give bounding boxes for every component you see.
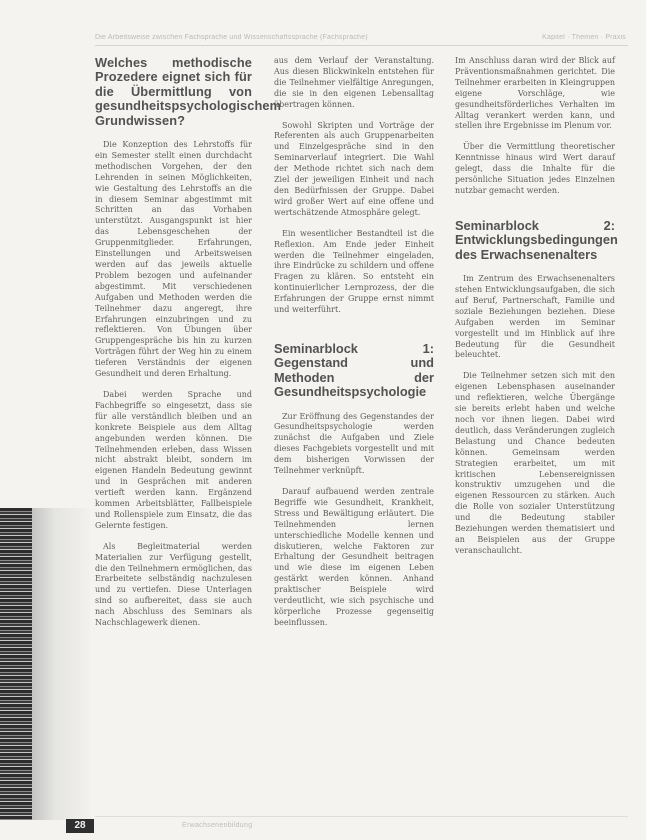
- paragraph: Dabei werden Sprache und Fachbegriffe so eingesetzt, dass sie für alle verständlich bleiben und an konkrete Beispiele aus dem Alltag angebunden werden können. Die Teilnehmenden erleben, dass Wissen nicht abstrakt bleibt, sondern im eigenen Handeln Bedeutung gewinnt und in Gesprächen mit anderen vertieft werden kann. Ergänzend kommen Arbeitsblätter, Fallbeispiele und Rollenspiele zum Einsatz, die das Gelernte festigen.: [95, 389, 252, 530]
- paragraph: Ein wesentlicher Bestandteil ist die Reflexion. Am Ende jeder Einheit werden die Teilnehmer eingeladen, ihre Eindrücke zu schildern und offene Fragen zu klären. So entsteht ein kontinuierlicher Lernprozess, der die Erfahrungen der Gruppe ernst nimmt und weiterführt.: [274, 228, 434, 315]
- footer-text: Erwachsenenbildung: [182, 822, 253, 829]
- seminar-block-2-heading: Seminarblock 2: Entwicklungsbedingungen des Erwachsenenalters: [455, 217, 618, 262]
- paragraph: Im Zentrum des Erwachsenenalters stehen Entwicklungsaufgaben, die sich auf Beruf, Partnerschaft, Familie und soziale Beziehungen beziehen. Diese Aufgaben werden im Seminar vorgestellt und im Hinblick auf ihre Bedeutung für die Gesundheit beleuchtet.: [455, 274, 615, 360]
- question-heading: Welches methodische Prozedere eignet sich für die Übermittlung von gesundheitspsychologischem Grundwissen?: [95, 55, 282, 128]
- left-margin: [0, 0, 94, 840]
- paragraph: Die Teilnehmer setzen sich mit den eigenen Lebensphasen auseinander und reflektieren, welche Übergänge sie bereits erlebt haben und welche noch vor ihnen liegen. Dabei wird deutlich, dass Veränderungen zugleich Belastung und Chance bedeuten können. Gemeinsam werden Strategien erarbeitet, um mit kritischen Lebensereignissen konstruktiv umzugehen und die eigenen Ressourcen zu stärken. Auch die Rolle von sozialer Unterstützung und die Bedeutung stabiler Beziehungen werden thematisiert und an Beispielen aus der Gruppe veranschaulicht.: [455, 371, 615, 555]
- paragraph: Als Begleitmaterial werden Materialien zur Verfügung gestellt, die den Teilnehmern ermöglichen, das Erarbeitete selbständig nachzulesen und zu vertiefen. Diese Unterlagen sind so aufbereitet, dass sie auch nach Abschluss des Seminars als Nachschlagewerk dienen.: [95, 541, 252, 628]
- paragraph: aus dem Verlauf der Veranstaltung. Aus diesen Blickwinkeln entstehen für die Teilnehmer vielfältige Anregungen, die sie in den eigenen Lebensalltag übertragen können.: [274, 56, 434, 109]
- ribbon-shadow: [32, 508, 90, 820]
- header-rule: [95, 45, 628, 46]
- paragraph: Die Konzeption des Lehrstoffs für ein Semester stellt einen durchdacht methodischen Vorgehen, der den Lehrenden in seinen Möglichkeiten, wie Gestaltung des Lehrstoffs an die in diesem Seminar abgestimmt mit Schritten an das Vorhaben unterstützt. Ausgangspunkt ist hier das Lebensgeschehen der Gruppenmitglieder. Erfahrungen, Einstellungen und Arbeitsweisen werden auf das jeweils aktuelle Problem bezogen und aufeinander abgestimmt. Mit verschiedenen Aufgaben und Methoden werden die Teilnehmer dazu angeregt, ihre Erfahrungen einzubringen und zu reflektieren. Von Übungen über Gruppengespräche bis hin zu kurzen Vorträgen führt der Weg hin zu einem tieferen Verständnis der eigenen Gesundheit und deren Erhaltung.: [95, 140, 252, 379]
- paragraph: Sowohl Skripten und Vorträge der Referenten als auch Gruppenarbeiten und Einzelgespräche sind in den Seminarverlauf integriert. Die Wahl der Methode richtet sich nach dem Ziel der jeweiligen Einheit und nach den Bedürfnissen der Gruppe. Dabei wird großer Wert auf eine offene und wertschätzende Atmosphäre gelegt.: [274, 120, 434, 217]
- column-2: [274, 56, 434, 639]
- running-title: Die Arbeitsweise zwischen Fachsprache und Wissenschaftssprache (Fachsprache): [95, 34, 368, 41]
- page-number: 28: [66, 819, 94, 833]
- section-label: Kapitel · Themen · Praxis: [542, 34, 626, 41]
- footer-rule: [95, 816, 628, 817]
- paragraph: Darauf aufbauend werden zentrale Begriffe wie Gesundheit, Krankheit, Stress und Bewältigung erläutert. Die Teilnehmenden lernen unterschiedliche Modelle kennen und diskutieren, welche Faktoren zur Erhaltung der Gesundheit beitragen und wie diese im eigenen Leben gestärkt werden können. Anhand praktischer Beispiele wird verdeutlicht, wie sich psychische und körperliche Prozesse gegenseitig beeinflussen.: [274, 487, 434, 627]
- seminar-block-1-heading: Seminarblock 1: Gegenstand und Methoden der Gesundheitspsychologie: [274, 340, 434, 400]
- paragraph: Über die Vermittlung theoretischer Kenntnisse hinaus wird Wert darauf gelegt, dass die Inhalte für die persönliche Situation jedes Einzelnen nutzbar gemacht werden.: [455, 142, 615, 195]
- paragraph: Zur Eröffnung des Gegenstandes der Gesundheitspsychologie werden zunächst die Aufgaben und Ziele dieses Fachgebiets vorgestellt und mit dem bisherigen Vorwissen der Teilnehmer verknüpft.: [274, 411, 434, 476]
- barcode-ribbon-graphic: [0, 508, 32, 820]
- column-3: [455, 56, 618, 567]
- paragraph: Im Anschluss daran wird der Blick auf Präventionsmaßnahmen gerichtet. Die Teilnehmer erarbeiten in Kleingruppen eigene Vorschläge, wie gesundheitsförderliches Verhalten im Alltag verankert werden kann, und stellen ihre Ergebnisse im Plenum vor.: [455, 56, 615, 131]
- running-header: [95, 34, 626, 41]
- column-1: [95, 55, 282, 639]
